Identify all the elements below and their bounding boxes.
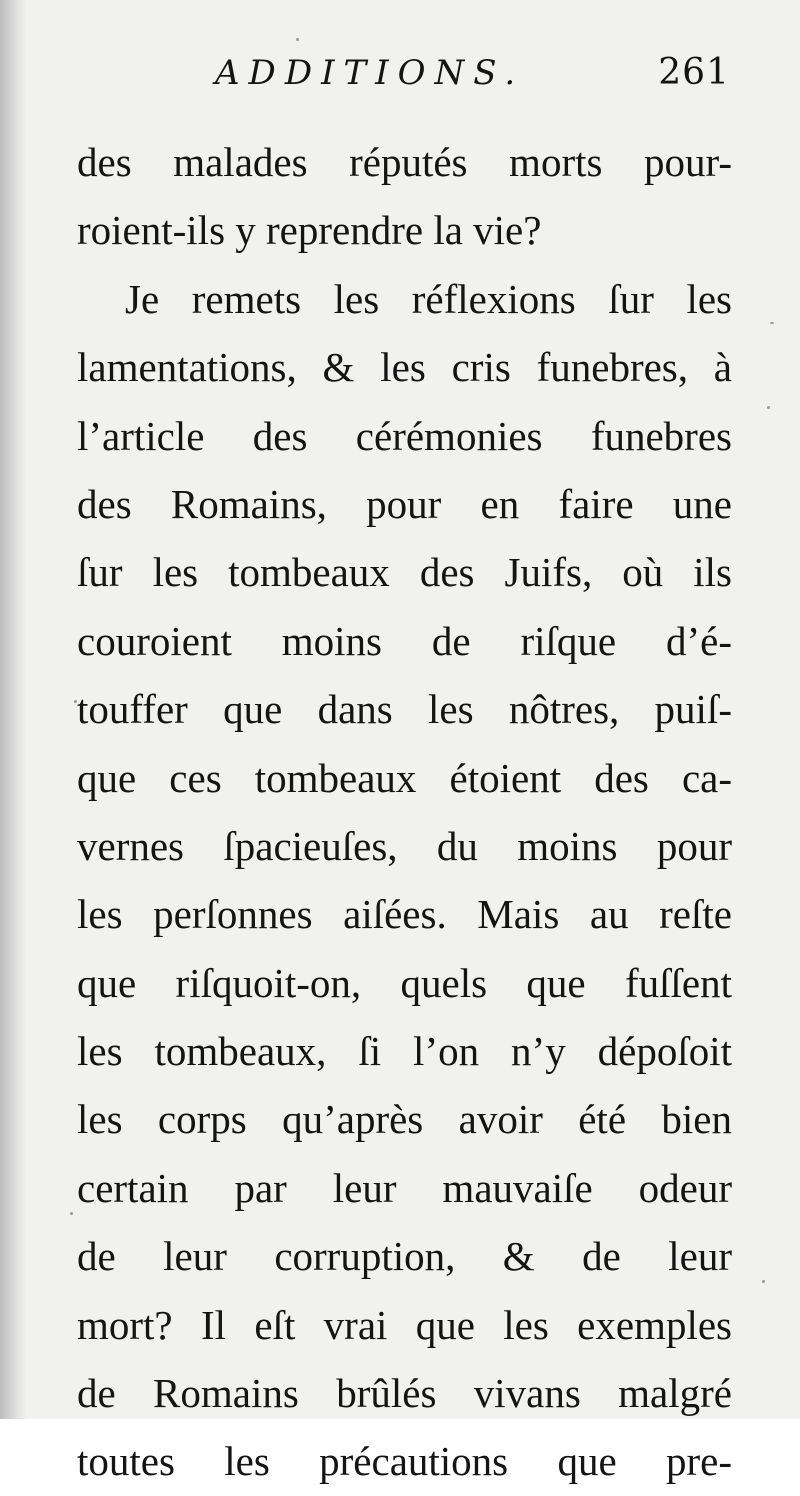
text-line: vernes ſpacieuſes, du moins pour [77, 822, 732, 869]
text-line: de leur corruption, & de leur [77, 1233, 732, 1280]
text-line: des malades réputés morts pour- [77, 139, 732, 185]
text-line: les perſonnes aiſées. Mais au reſte [77, 891, 732, 938]
text-line: roient-ils y reprendre la vie? [77, 207, 542, 254]
text-line: que ces tombeaux étoient des ca- [77, 754, 732, 801]
paper-speck [762, 1280, 765, 1283]
text-line: des Romains, pour en faire une [77, 480, 732, 527]
text-line: que riſquoit-on, quels que fuſſent [77, 959, 732, 1006]
body-text [77, 128, 732, 1496]
paper-speck [770, 322, 774, 324]
paper-speck [70, 1212, 73, 1215]
text-line: touffer que dans les nôtres, puiſ- [77, 686, 732, 733]
running-head [215, 52, 730, 102]
paper-speck [296, 38, 299, 41]
text-line: Je remets les réflexions ſur les [125, 275, 732, 322]
page-number: 261 [658, 52, 730, 93]
text-line: couroient moins de riſque d’é- [77, 617, 732, 664]
text-line: les corps qu’après avoir été bien [77, 1096, 732, 1143]
text-line: certain par leur mauvaiſe odeur [77, 1164, 732, 1211]
paper-speck [767, 406, 770, 409]
text-line: les tombeaux, ſi l’on n’y dépoſoit [77, 1028, 732, 1075]
text-line: ſur les tombeaux des Juifs, où ils [77, 549, 732, 596]
running-title: ADDITIONS. [215, 53, 525, 93]
text-line: toutes les précautions que pre- [77, 1438, 732, 1485]
text-line: lamentations, & les cris funebres, à [77, 344, 732, 391]
text-line: l’article des cérémonies funebres [77, 412, 732, 459]
text-line: mort? Il eſt vrai que les exemples [77, 1301, 732, 1348]
text-line: de Romains brûlés vivans malgré [77, 1370, 732, 1417]
